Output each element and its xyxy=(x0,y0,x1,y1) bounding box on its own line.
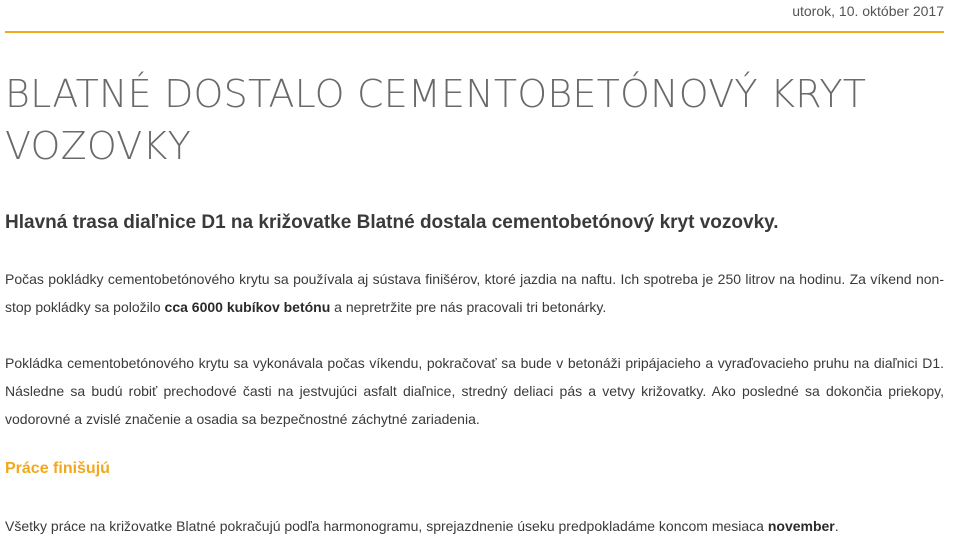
paragraph-text: Všetky práce na križovatke Blatné pokračujú podľa harmonogramu, sprejazdnenie úseku predpokladáme koncom mesiaca xyxy=(5,518,768,534)
publish-date: utorok, 10. október 2017 xyxy=(792,3,944,19)
header-divider xyxy=(5,31,944,33)
paragraph-fuel xyxy=(5,265,944,321)
section-subheading: Práce finišujú xyxy=(5,460,110,477)
month-highlight: november xyxy=(767,518,835,534)
article-lead: Hlavná trasa diaľnice D1 na križovatke Blatné dostala cementobetónový kryt vozovky. xyxy=(5,212,779,233)
paragraph-works: Pokládka cementobetónového krytu sa vykonávala počas víkendu, pokračovať sa bude v betonáži pripájacieho a vyraďovacieho pruhu na diaľnici D1. Následne sa budú robiť prechodové časti na jestvujúci asfalt diaľnice, stredný deliaci pás a vetvy križovatky. Ako posledné sa dokončia priekopy, vodorovné a zvislé značenie a osadia sa bezpečnostné záchytné zariadenia. xyxy=(5,355,944,427)
paragraph-text: Počas pokládky cementobetónového krytu sa používala aj sústava finišérov, ktoré jazdia na naftu. Ich spotreba je 250 litrov na hodinu. Za víkend non-stop pokládky sa položilo xyxy=(5,271,944,315)
paragraph-schedule xyxy=(5,512,944,540)
paragraph-text: a nepretržite pre nás pracovali tri betonárky. xyxy=(330,299,607,315)
article-title: BLATNÉ DOSTALO CEMENTOBETÓNOVÝ KRYT VOZOVKY xyxy=(5,72,867,168)
concrete-volume-highlight: cca 6000 kubíkov betónu xyxy=(164,299,331,315)
paragraph-text: . xyxy=(834,518,839,534)
